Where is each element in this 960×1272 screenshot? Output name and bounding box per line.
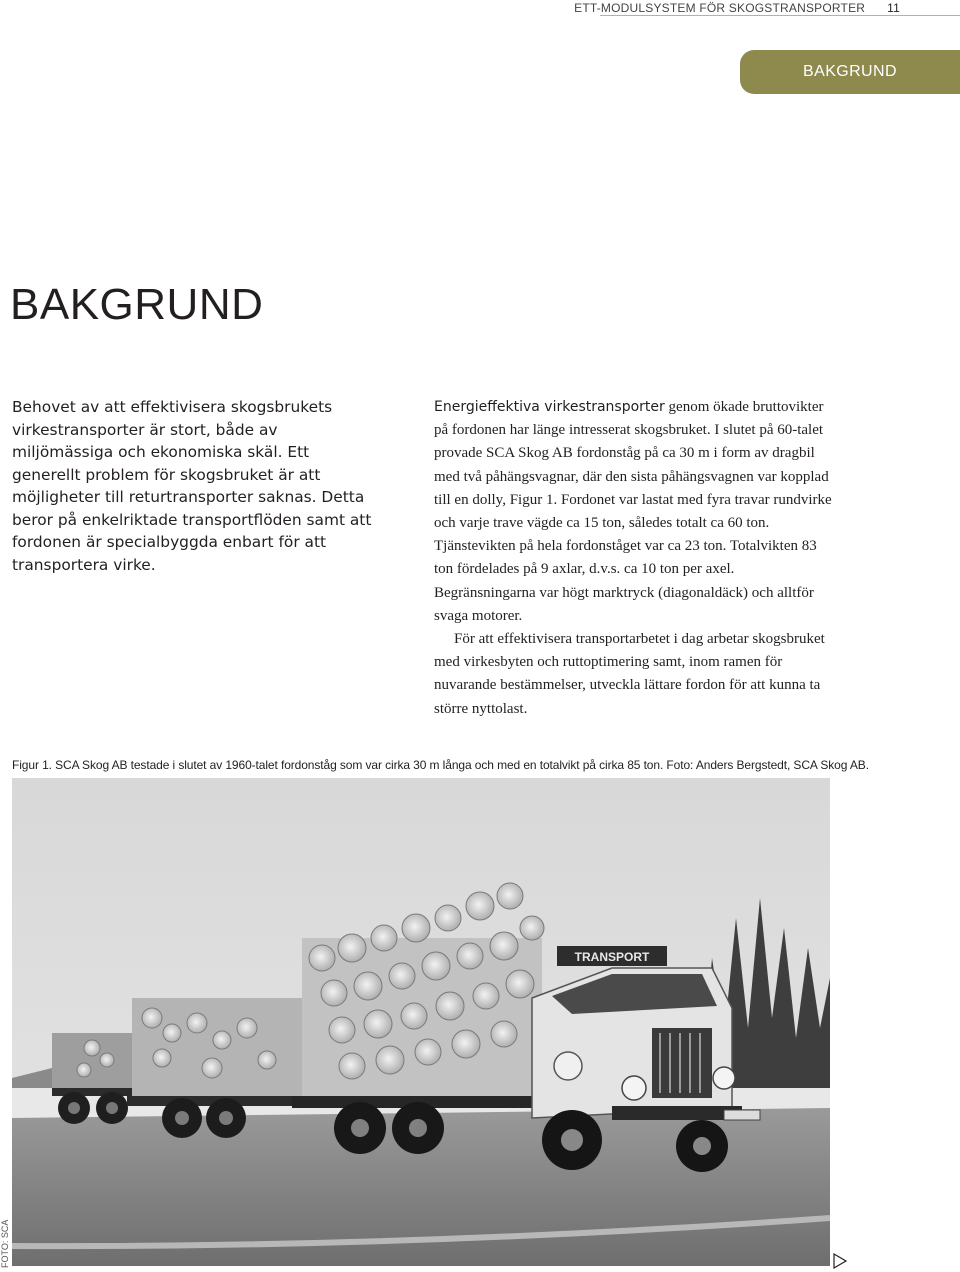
section-tab — [740, 50, 960, 94]
running-header — [574, 0, 900, 16]
figure-caption: Figur 1. SCA Skog AB testade i slutet av 1960-talet fordonståg som var cirka 30 m långa och med en totalvikt på cirka 85 ton. Foto: Anders Bergstedt, SCA Skog AB. — [12, 758, 869, 772]
page-title: BAKGRUND — [10, 280, 264, 329]
figure-photo — [12, 778, 830, 1266]
body-text — [434, 396, 834, 721]
photo-credit: FOTO: SCA — [0, 1219, 10, 1268]
ingress — [12, 396, 382, 576]
running-header-title: ETT-MODULSYSTEM FÖR SKOGSTRANSPORTER — [574, 1, 866, 15]
body-paragraph-2: För att effektivisera transportarbetet i dag arbetar skogsbruket med virkesbyten och ruttoptimering samt, inom ramen för nuvarande bestämmelser, utveckla lättare fordon för att kunna ta större nyttolast. — [434, 631, 825, 717]
lead-in: Energieffektiva virkestransporter — [434, 399, 665, 415]
body-paragraph-1 — [434, 396, 834, 628]
ingress-text: Behovet av att effektivisera skogsbrukets virkestransporter är stort, både av miljömässiga och ekonomiska skäl. Ett generellt problem för skogsbruket är att möjligheter till returtransporter saknas. Detta beror på enkelriktade transportflöden samt att fordonen är specialbyggda enbart för att transportera virke. — [12, 398, 372, 574]
body-paragraph-1-text: genom ökade bruttovikter på fordonen har länge intresserat skogsbruket. I slutet på 60-talet provade SCA Skog AB fordonståg på ca 30 m i form av dragbil med två påhängsvagnar, där den sista påhängsvagnen var kopplad till en dolly, Figur 1. Fordonet var lastat med fyra travar rundvirke och varje trave vägde ca 15 ton, således totalt ca 60 ton. Tjänstevikten på hela fordonståget var ca 23 ton. Totalvikten 83 ton fördelades på 9 axlar, d.v.s. ca 10 ton per axel. Begränsningarna var högt marktryck (diagonaldäck) och alltför svaga motorer. — [434, 399, 832, 624]
page-number: 11 — [887, 1, 900, 15]
section-tab-label: BAKGRUND — [803, 63, 897, 80]
header-divider — [600, 15, 960, 16]
truck-photo-illustration — [12, 778, 830, 1266]
triangle-right-outline-icon[interactable] — [832, 1252, 848, 1270]
truck-sign-text: TRANSPORT — [574, 950, 650, 964]
